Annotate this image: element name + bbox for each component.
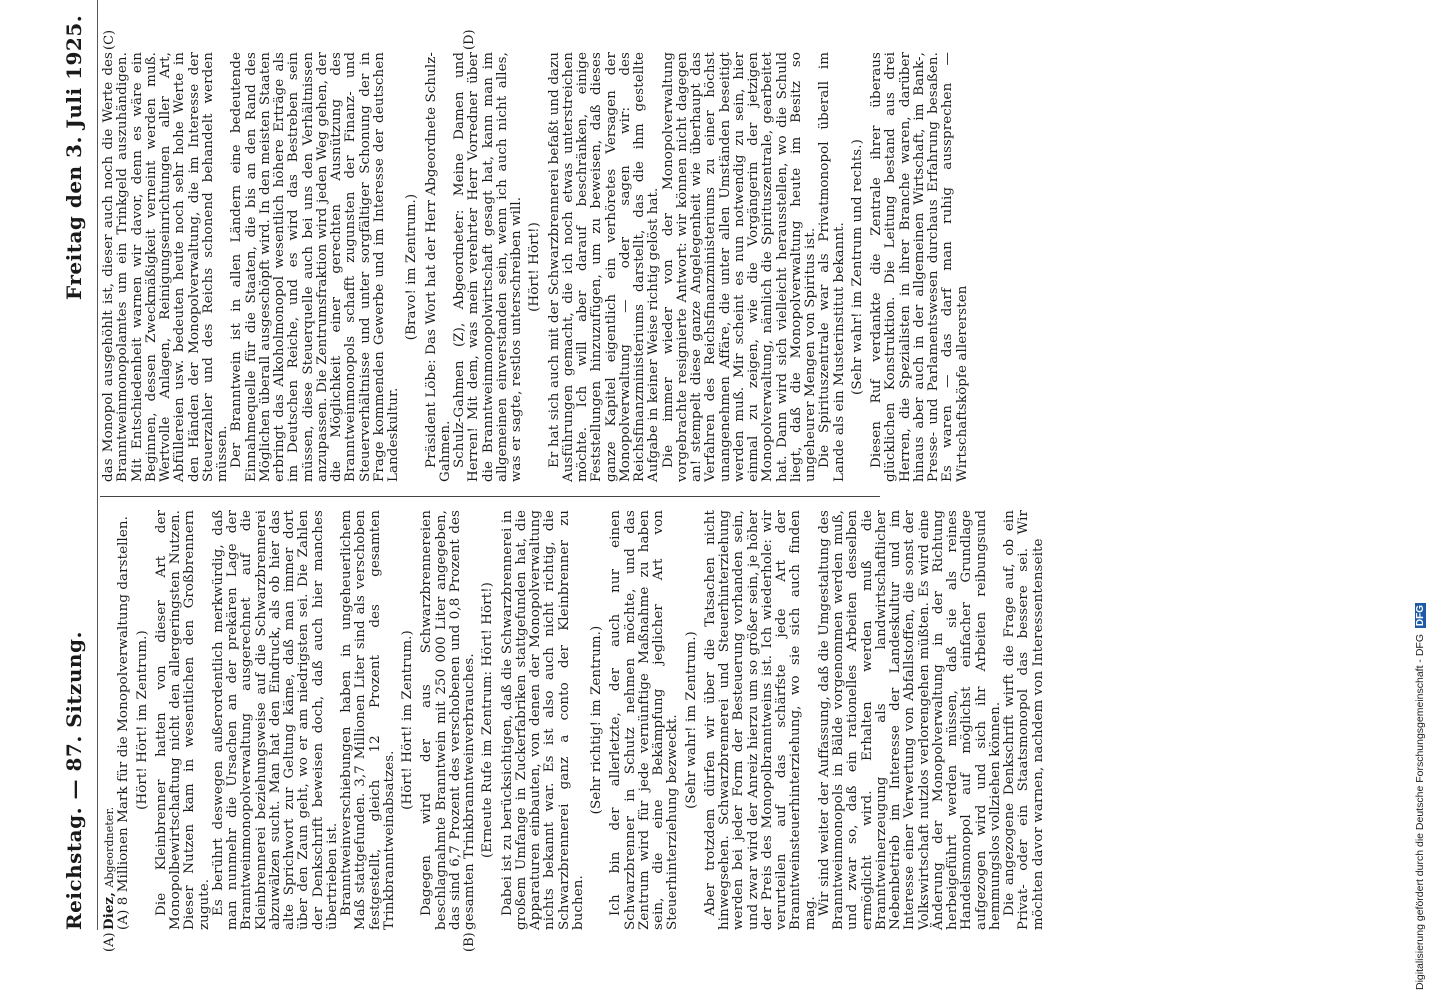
paragraph: (A) 8 Millionen Mark für die Monopolverwaltung darstellen. bbox=[116, 516, 132, 930]
speaker-line bbox=[102, 510, 117, 930]
interjection: (Sehr richtig! im Zentrum.) bbox=[589, 625, 604, 815]
column-right bbox=[101, 52, 970, 482]
paragraph: Die Kleinbrenner hatten von dieser Art der Monopolbewirtschaftung nicht den allergeringsten Nutzen. Dieser Nutzen kam in wesentlichen den Großbrennern zugute. bbox=[153, 510, 212, 930]
paragraph: Schulz-Gahmen (Z), Abgeordneter: Meine Damen und Herren! Mit dem, was mein verehrter Herr Vorredner über die Branntweinmonopolwirtschaft gesagt hat, kann man im allgemeinen einverstanden sein, wenn ich auch nicht alles, was er sagte, restlos unterschreiben will. bbox=[452, 52, 524, 482]
interjection: (Hört! Hört! im Zentrum.) bbox=[400, 630, 415, 810]
column-left bbox=[101, 510, 1046, 930]
paragraph: Dabei ist zu berücksichtigen, daß die Schwarzbrennerei in großem Umfange in Zuckerfabriken stattgefunden hat, die Apparaturen einbauten, von denen der Monopolverwaltung nichts bekannt war. Es ist also auch nicht richtig, die Schwarzbrennerei ganz a conto der Kleinbrenner zu buchen. bbox=[499, 510, 586, 930]
margin-mark-a: (A) bbox=[102, 932, 117, 952]
paragraph: Die angezogene Denkschrift wirft die Frage auf, ob ein Privat- oder ein Staatsmonopol das bessere sei. Wir möchten davor warnen, nachdem von Interessentenseite bbox=[1002, 510, 1046, 930]
paragraph: Ich bin der allerletzte, der auch nur einen Schwarzbrenner in Schutz nehmen möchte, und das Zentrum wird für jede vernünftige Maßnahme zu haben sein, die eine Bekämpfung jeglicher Art von Steuerhinterziehung bezweckt. bbox=[608, 510, 681, 930]
interjection: (Bravo! im Zentrum.) bbox=[404, 193, 420, 341]
speaker-name: Diez, bbox=[101, 892, 117, 930]
column-divider bbox=[100, 496, 880, 497]
interjection: (Hört! Hört! im Zentrum.) bbox=[134, 630, 150, 810]
interjection: (Hört! Hört!) bbox=[527, 222, 543, 312]
margin-mark-c: (C) bbox=[102, 29, 117, 50]
rotated-page-content bbox=[0, 14, 1390, 1000]
paragraph: Diesen Ruf verdankte die Zentrale ihrer überaus glücklichen Konstruktion. Die Leitung bestand aus drei Herren, die Spezialisten in ihrer Branche waren, darüber hinaus aber auch in der allgemeinen Wirtschaft, im Bank-, Presse- und Parlamentswesen durchaus Erfahrung besaßen. Es waren — das darf man ruhig aussprechen — Wirtschaftsköpfe allerersten bbox=[869, 52, 970, 482]
header-session-title: Reichstag. — 87. Sitzung. bbox=[62, 631, 86, 930]
interjection: (Erneute Rufe im Zentrum: Hört! Hört!) bbox=[480, 581, 496, 859]
paragraph: Die Spirituszentrale war als Privatmonopol überall im Lande als ein Musterinstitut bekannt. bbox=[817, 52, 847, 482]
digitization-credit bbox=[1414, 603, 1426, 990]
interjection: (Sehr wahr! im Zentrum.) bbox=[683, 631, 699, 809]
paragraph: das Monopol ausgehöhlt ist, dieser auch noch die Werte des Branntweinmonopolamtes um ein Trinkgeld auszuhändigen. Mit Entschiedenheit warnen wir davor, denn es wäre ein Beginnen, dessen Zweckmäßigkeit verneint werden muß. Wertvolle Anlagen, Reinigungseinrichtungen aller Art, Abfüllereien usw. bedeuten heute noch sehr hohe Werte in den Händen der Monopolverwaltung, die im Interesse der Steuerzahler und des Reichs schonend behandelt werden müssen. bbox=[101, 52, 230, 482]
speaker-role: Abgeordneter. bbox=[103, 806, 116, 888]
page-header bbox=[62, 0, 102, 930]
dfg-logo: DFG bbox=[1415, 604, 1426, 627]
paragraph: Er hat sich auch mit der Schwarzbrennerei befaßt und dazu Ausführungen gemacht, die ich noch etwas unterstreichen möchte. Ich will aber darauf beschränken, einige Feststellungen hinzuzufügen, um zu beweisen, daß dieses ganze Kapitel eigentlich ein verhöretes Versagen der Monopolverwaltung — oder sagen wir: des Reichsfinanzministeriums darstellt, das die ihm gestellte Aufgabe in keiner Weise richtig gelöst hat. bbox=[546, 52, 662, 482]
header-date: Freitag den 3. Juli 1925. bbox=[62, 14, 86, 300]
paragraph: Es berührt deswegen außerordentlich merkwürdig, daß man nunmehr die Ursachen an der prekären Lage der Branntweinmonopolverwaltung ausgerechnet auf die Kleinbrennerei beziehungsweise auf die Schwarzbrennerei abzuwälzen sucht. Man hat den Eindruck, als ob hier das alte Sprichwort zur Geltung käme, daß man immer dort über den Zaun geht, wo er am niedrigsten sei. Die Zahlen der Denkschrift beweisen doch, daß auch hier manches übertrieben ist. bbox=[210, 510, 340, 930]
interjection: (Sehr wahr! im Zentrum und rechts.) bbox=[849, 139, 865, 395]
paragraph: Die immer wieder von der Monopolverwaltung vorgebrachte resignierte Antwort: wir können nicht dagegen an! stempelt diese ganze Angelegenheit wie überhaupt das Verfahren des Reichsfinanzministeriums zu einer höchst unangenehmen Affäre, die unter allen Umständen beseitigt werden muß. Mir scheint es nun notwendig zu sein, hier einmal zu zeigen, wie die Vorgängerin der jetzigen Monopolverwaltung, nämlich die Spirituszentrale, gearbeitet hat. Dann wird sich vielleicht herausstellen, wo die Schuld liegt, daß die Monopolverwaltung heute im Besitz so ungeheurer Mengen von Spiritus ist. bbox=[660, 52, 818, 482]
paragraph: Branntweinverschiebungen haben in ungeheuerlichem Maß stattgefunden. 3,7 Millionen Liter sind als verschoben festgestellt, gleich 12 Prozent des gesamten Trinkbranntweinabsatzes. bbox=[339, 510, 397, 930]
paragraph: Wir sind weiter der Auffassung, daß die Umgestaltung des Branntweinmonopols in Bälde vorgenommen werden muß, und zwar so, daß ein rationelles Arbeiten desselben ermöglicht wird. Erhalten werden muß die Branntweinerzeugung als landwirtschaftlicher Nebenbetrieb im Interesse der Landeskultur und im Interesse einer Verwertung von Abfallstoffen, die sonst der Volkswirtschaft nutzlos verlorengehen müßten. Es wird eine Änderung der Monopolverwaltung in der Richtung herbeigeführt werden müssen, daß sie als reines Handelsmonopol auf möglichst einfacher Grundlage aufgezogen wird und sich ihr Arbeiten reibungsund hemmungslos vollziehen können. bbox=[816, 510, 1003, 930]
margin-mark-b: (B) bbox=[462, 932, 477, 952]
paragraph: Der Branntwein ist in allen Ländern eine bedeutende Einnahmequelle für die Staaten, die bis an den Rand des Möglichen überall ausgeschöpft wird. In den meisten Staaten erbringt das Alkoholmonopol wesentlich höhere Erträge als im Deutschen Reiche, und es wird das Bestreben sein müssen, diese Steuerquelle auch bei uns den Verhältnissen anzupassen. Die Zentrumsfraktion wird jeden Weg gehen, der die Möglichkeit einer gerechten Ausnützung des Branntweinmonopols schafft zugunsten der Finanz- und Steuerverhältnisse und unter sorgfältiger Schonung der in Frage kommenden Gewerbe und im Interesse der deutschen Landeskultur. bbox=[229, 52, 401, 482]
margin-mark-d: (D) bbox=[462, 29, 477, 50]
paragraph: Aber trotzdem dürfen wir über die Tatsachen nicht hinwegsehen. Schwarzbrennerei und Steuerhinterziehung werden bei jeder Form der Besteuerung vorhanden sein, und zwar wird der Anreiz hierzu um so größer sein, je höher der Preis des Monopolbranntweins ist. Ich wiederhole: wir verurteilen auf das schärfste jede Art der Branntweinsteuerhinterziehung, wo sie sich auch finden mag. bbox=[702, 510, 818, 930]
paragraph: Dagegen wird der aus Schwarzbrennereien beschlagnahmte Branntwein mit 250 000 Liter angegeben, das sind 6,7 Prozent des verschobenen und 0,8 Prozent des gesamten Trinkbranntweinverbrauches. bbox=[419, 510, 477, 930]
paragraph: Präsident Löbe: Das Wort hat der Herr Abgeordnete Schulz-Gahmen. bbox=[423, 52, 453, 482]
credit-text: Digitalisierung gefördert durch die Deutsche Forschungsgemeinschaft - DFG bbox=[1414, 633, 1426, 990]
